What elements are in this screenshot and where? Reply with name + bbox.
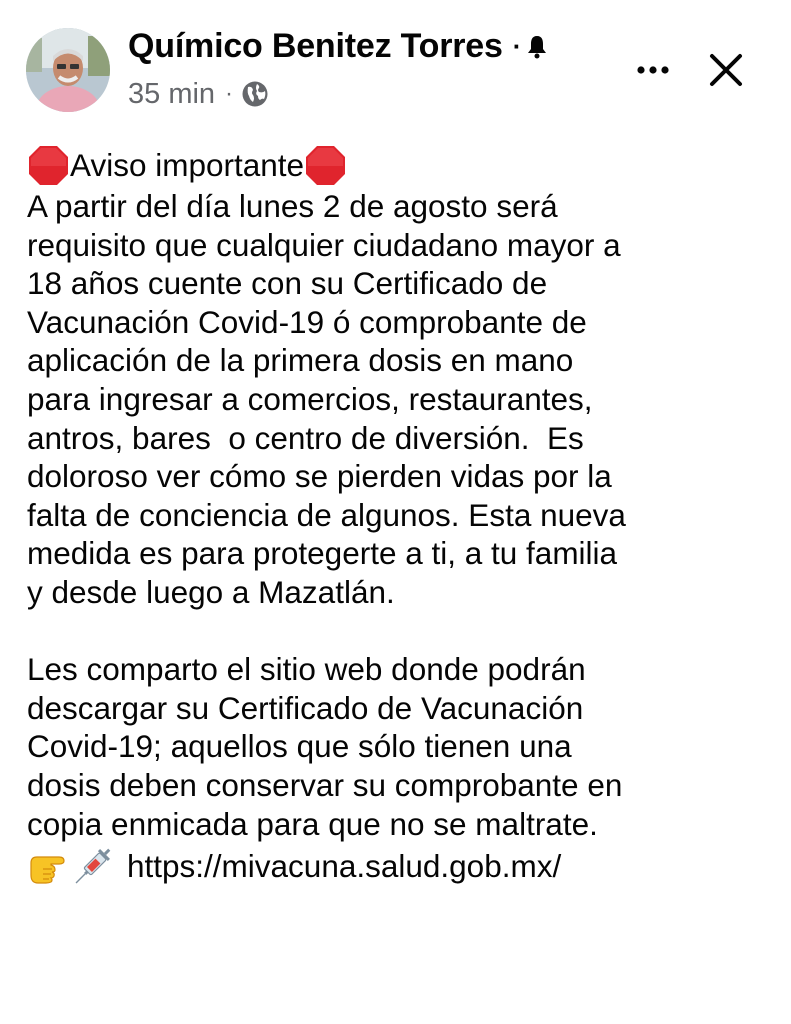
text-line: requisito que cualquier ciudadano mayor a: [27, 226, 621, 263]
avatar[interactable]: [26, 28, 110, 112]
text-line: y desde luego a Mazatlán.: [27, 573, 395, 610]
stop-sign-icon: [304, 144, 347, 187]
syringe-icon: [71, 845, 115, 887]
text-line: copia enmicada para que no se maltrate.: [27, 805, 598, 842]
post-title: Aviso importante: [70, 147, 305, 184]
text-line: antros, bares o centro de diversión. Es: [27, 419, 584, 456]
text-line: Covid-19; aquellos que sólo tienen una: [27, 728, 572, 765]
close-button[interactable]: [700, 46, 752, 96]
separator-dot: ·: [512, 30, 522, 61]
text-line: falta de conciencia de algunos. Esta nueva: [27, 496, 626, 533]
post-body: [27, 144, 779, 887]
vaccine-site-link[interactable]: https://mivacuna.salud.gob.mx/: [127, 847, 562, 884]
text-line: aplicación de la primera dosis en mano: [27, 342, 574, 379]
more-horizontal-icon: [628, 52, 678, 88]
text-line: doloroso ver cómo se pierden vidas por la: [27, 458, 612, 495]
close-icon: [700, 46, 752, 96]
post-title-line: [27, 144, 779, 187]
post-paragraph-1: [27, 187, 779, 612]
post-meta: [128, 76, 269, 112]
paragraph-spacer: [27, 612, 779, 651]
text-line: 18 años cuente con su Certificado de: [27, 265, 548, 302]
globe-icon: [241, 80, 269, 108]
post-header: [0, 0, 791, 130]
post-time[interactable]: 35 min: [128, 77, 216, 110]
text-line: Les comparto el sitio web donde podrán: [27, 651, 586, 688]
text-line: para ingresar a comercios, restaurantes,: [27, 380, 593, 417]
stop-sign-icon: [27, 144, 70, 187]
more-options-button[interactable]: [628, 52, 678, 88]
text-line: dosis deben conservar su comprobante en: [27, 766, 623, 803]
text-line: A partir del día lunes 2 de agosto será: [27, 188, 558, 224]
separator-dot: ·: [225, 80, 234, 107]
author-row: [128, 24, 547, 68]
pointing-hand-icon: [27, 845, 71, 887]
text-line: Vacunación Covid-19 ó comprobante de: [27, 303, 587, 340]
bell-icon: [527, 33, 547, 59]
author-name[interactable]: Químico Benitez Torres: [128, 26, 503, 65]
link-line: [27, 845, 779, 887]
post-paragraph-2: [27, 650, 779, 843]
text-line: descargar su Certificado de Vacunación: [27, 689, 584, 726]
text-line: medida es para protegerte a ti, a tu familia: [27, 535, 618, 572]
